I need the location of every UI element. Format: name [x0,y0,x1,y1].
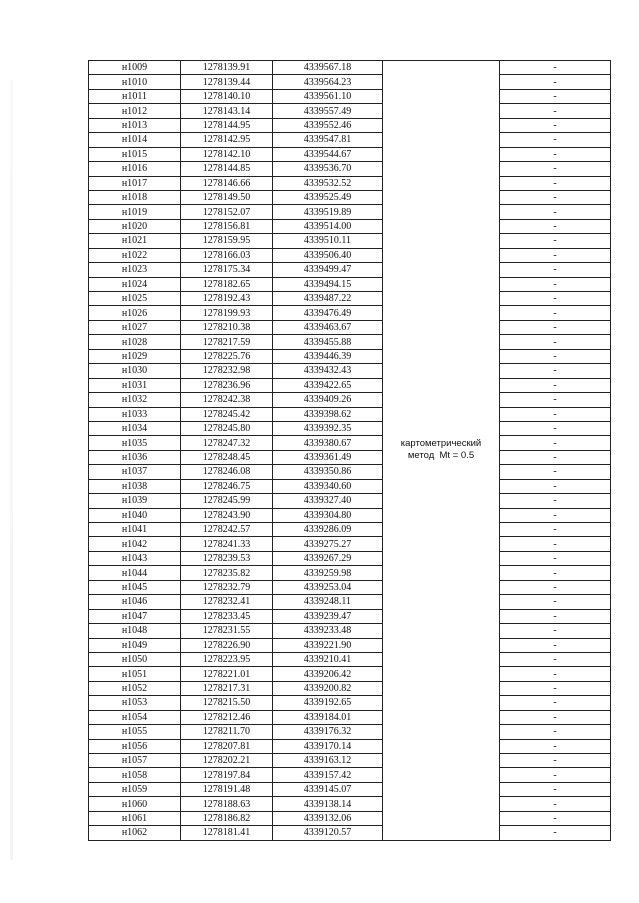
x-coordinate-cell: 1278186.82 [181,811,273,825]
point-id-cell: н1051 [89,667,181,681]
point-id-cell: н1058 [89,768,181,782]
x-coordinate-cell: 1278139.44 [181,75,273,89]
point-id-cell: н1047 [89,609,181,623]
x-coordinate-cell: 1278217.59 [181,335,273,349]
y-coordinate-cell: 4339145.07 [273,782,383,796]
table-row [89,696,611,710]
table-row [89,190,611,204]
table-row [89,162,611,176]
point-id-cell: н1037 [89,465,181,479]
point-id-cell: н1057 [89,754,181,768]
x-coordinate-cell: 1278235.82 [181,566,273,580]
error-cell: - [500,219,611,233]
x-coordinate-cell: 1278232.41 [181,595,273,609]
point-id-cell: н1030 [89,364,181,378]
error-cell: - [500,61,611,75]
table-row [89,739,611,753]
point-id-cell: н1018 [89,190,181,204]
error-cell: - [500,292,611,306]
x-coordinate-cell: 1278144.85 [181,162,273,176]
x-coordinate-cell: 1278248.45 [181,450,273,464]
error-cell: - [500,566,611,580]
error-cell: - [500,551,611,565]
error-cell: - [500,89,611,103]
table-row [89,609,611,623]
point-id-cell: н1059 [89,782,181,796]
table-row [89,263,611,277]
table-row [89,335,611,349]
error-cell: - [500,234,611,248]
error-cell: - [500,349,611,363]
x-coordinate-cell: 1278156.81 [181,219,273,233]
y-coordinate-cell: 4339304.80 [273,508,383,522]
point-id-cell: н1029 [89,349,181,363]
table-row [89,133,611,147]
error-cell: - [500,263,611,277]
x-coordinate-cell: 1278226.90 [181,638,273,652]
error-cell: - [500,147,611,161]
table-row [89,782,611,796]
error-cell: - [500,652,611,666]
error-cell: - [500,75,611,89]
x-coordinate-cell: 1278232.79 [181,580,273,594]
point-id-cell: н1023 [89,263,181,277]
x-coordinate-cell: 1278142.10 [181,147,273,161]
error-cell: - [500,436,611,450]
table-row [89,234,611,248]
point-id-cell: н1052 [89,681,181,695]
table-row [89,277,611,291]
error-cell: - [500,710,611,724]
table-row [89,205,611,219]
x-coordinate-cell: 1278197.84 [181,768,273,782]
y-coordinate-cell: 4339340.60 [273,479,383,493]
point-id-cell: н1049 [89,638,181,652]
point-id-cell: н1012 [89,104,181,118]
error-cell: - [500,162,611,176]
y-coordinate-cell: 4339506.40 [273,248,383,262]
error-cell: - [500,133,611,147]
table-row [89,393,611,407]
point-id-cell: н1044 [89,566,181,580]
y-coordinate-cell: 4339120.57 [273,826,383,840]
method-label-line2: метод Mt = 0.5 [407,450,475,462]
y-coordinate-cell: 4339350.86 [273,465,383,479]
x-coordinate-cell: 1278241.33 [181,537,273,551]
table-row [89,797,611,811]
point-id-cell: н1011 [89,89,181,103]
x-coordinate-cell: 1278245.42 [181,407,273,421]
y-coordinate-cell: 4339392.35 [273,421,383,435]
error-cell: - [500,407,611,421]
y-coordinate-cell: 4339422.65 [273,378,383,392]
table-row [89,118,611,132]
y-coordinate-cell: 4339510.11 [273,234,383,248]
method-label-line1: картометрический [400,438,482,450]
x-coordinate-cell: 1278233.45 [181,609,273,623]
y-coordinate-cell: 4339547.81 [273,133,383,147]
y-coordinate-cell: 4339239.47 [273,609,383,623]
point-id-cell: н1025 [89,292,181,306]
point-id-cell: н1022 [89,248,181,262]
table-row [89,378,611,392]
table-row [89,248,611,262]
y-coordinate-cell: 4339398.62 [273,407,383,421]
table-row [89,624,611,638]
y-coordinate-cell: 4339564.23 [273,75,383,89]
error-cell: - [500,248,611,262]
point-id-cell: н1031 [89,378,181,392]
table-row [89,494,611,508]
y-coordinate-cell: 4339519.89 [273,205,383,219]
error-cell: - [500,811,611,825]
point-id-cell: н1043 [89,551,181,565]
point-id-cell: н1061 [89,811,181,825]
error-cell: - [500,696,611,710]
x-coordinate-cell: 1278192.43 [181,292,273,306]
x-coordinate-cell: 1278152.07 [181,205,273,219]
x-coordinate-cell: 1278225.76 [181,349,273,363]
point-id-cell: н1015 [89,147,181,161]
x-coordinate-cell: 1278188.63 [181,797,273,811]
point-id-cell: н1017 [89,176,181,190]
error-cell: - [500,768,611,782]
x-coordinate-cell: 1278142.95 [181,133,273,147]
y-coordinate-cell: 4339567.18 [273,61,383,75]
table-row [89,147,611,161]
table-row [89,667,611,681]
y-coordinate-cell: 4339499.47 [273,263,383,277]
point-id-cell: н1040 [89,508,181,522]
x-coordinate-cell: 1278149.50 [181,190,273,204]
y-coordinate-cell: 4339487.22 [273,292,383,306]
error-cell: - [500,580,611,594]
table-row [89,479,611,493]
x-coordinate-cell: 1278223.95 [181,652,273,666]
table-row [89,320,611,334]
point-id-cell: н1021 [89,234,181,248]
y-coordinate-cell: 4339286.09 [273,523,383,537]
x-coordinate-cell: 1278139.91 [181,61,273,75]
y-coordinate-cell: 4339525.49 [273,190,383,204]
coordinates-table-body [89,61,611,841]
x-coordinate-cell: 1278202.21 [181,754,273,768]
x-coordinate-cell: 1278144.95 [181,118,273,132]
point-id-cell: н1060 [89,797,181,811]
error-cell: - [500,176,611,190]
table-row [89,292,611,306]
y-coordinate-cell: 4339248.11 [273,595,383,609]
error-cell: - [500,754,611,768]
x-coordinate-cell: 1278210.38 [181,320,273,334]
error-cell: - [500,335,611,349]
error-cell: - [500,624,611,638]
point-id-cell: н1062 [89,826,181,840]
error-cell: - [500,595,611,609]
error-cell: - [500,537,611,551]
point-id-cell: н1038 [89,479,181,493]
table-row [89,638,611,652]
point-id-cell: н1034 [89,421,181,435]
y-coordinate-cell: 4339163.12 [273,754,383,768]
x-coordinate-cell: 1278232.98 [181,364,273,378]
y-coordinate-cell: 4339170.14 [273,739,383,753]
y-coordinate-cell: 4339514.00 [273,219,383,233]
table-row [89,436,611,450]
point-id-cell: н1036 [89,450,181,464]
point-id-cell: н1024 [89,277,181,291]
point-id-cell: н1035 [89,436,181,450]
table-row [89,465,611,479]
point-id-cell: н1056 [89,739,181,753]
table-row [89,710,611,724]
point-id-cell: н1045 [89,580,181,594]
table-row [89,75,611,89]
x-coordinate-cell: 1278217.31 [181,681,273,695]
table-row [89,349,611,363]
error-cell: - [500,277,611,291]
point-id-cell: н1053 [89,696,181,710]
point-id-cell: н1009 [89,61,181,75]
table-row [89,450,611,464]
y-coordinate-cell: 4339494.15 [273,277,383,291]
error-cell: - [500,205,611,219]
point-id-cell: н1020 [89,219,181,233]
y-coordinate-cell: 4339446.39 [273,349,383,363]
error-cell: - [500,797,611,811]
x-coordinate-cell: 1278246.75 [181,479,273,493]
point-id-cell: н1033 [89,407,181,421]
y-coordinate-cell: 4339476.49 [273,306,383,320]
x-coordinate-cell: 1278212.46 [181,710,273,724]
table-row [89,652,611,666]
error-cell: - [500,479,611,493]
x-coordinate-cell: 1278242.57 [181,523,273,537]
x-coordinate-cell: 1278199.93 [181,306,273,320]
error-cell: - [500,782,611,796]
x-coordinate-cell: 1278207.81 [181,739,273,753]
x-coordinate-cell: 1278239.53 [181,551,273,565]
table-row [89,725,611,739]
error-cell: - [500,320,611,334]
x-coordinate-cell: 1278211.70 [181,725,273,739]
y-coordinate-cell: 4339455.88 [273,335,383,349]
y-coordinate-cell: 4339192.65 [273,696,383,710]
x-coordinate-cell: 1278246.08 [181,465,273,479]
x-coordinate-cell: 1278159.95 [181,234,273,248]
y-coordinate-cell: 4339267.29 [273,551,383,565]
y-coordinate-cell: 4339210.41 [273,652,383,666]
error-cell: - [500,378,611,392]
table-row [89,537,611,551]
y-coordinate-cell: 4339432.43 [273,364,383,378]
point-id-cell: н1048 [89,624,181,638]
y-coordinate-cell: 4339561.10 [273,89,383,103]
y-coordinate-cell: 4339132.06 [273,811,383,825]
y-coordinate-cell: 4339184.01 [273,710,383,724]
point-id-cell: н1016 [89,162,181,176]
point-id-cell: н1026 [89,306,181,320]
y-coordinate-cell: 4339138.14 [273,797,383,811]
x-coordinate-cell: 1278215.50 [181,696,273,710]
error-cell: - [500,739,611,753]
point-id-cell: н1013 [89,118,181,132]
y-coordinate-cell: 4339259.98 [273,566,383,580]
table-row [89,61,611,75]
y-coordinate-cell: 4339557.49 [273,104,383,118]
error-cell: - [500,450,611,464]
x-coordinate-cell: 1278245.99 [181,494,273,508]
table-row [89,176,611,190]
x-coordinate-cell: 1278175.34 [181,263,273,277]
table-row [89,407,611,421]
point-id-cell: н1042 [89,537,181,551]
error-cell: - [500,306,611,320]
x-coordinate-cell: 1278181.41 [181,826,273,840]
x-coordinate-cell: 1278243.90 [181,508,273,522]
x-coordinate-cell: 1278182.65 [181,277,273,291]
table-row [89,89,611,103]
x-coordinate-cell: 1278191.48 [181,782,273,796]
method-cell [383,61,500,841]
x-coordinate-cell: 1278140.10 [181,89,273,103]
error-cell: - [500,465,611,479]
x-coordinate-cell: 1278242.38 [181,393,273,407]
y-coordinate-cell: 4339327.40 [273,494,383,508]
error-cell: - [500,104,611,118]
x-coordinate-cell: 1278221.01 [181,667,273,681]
point-id-cell: н1041 [89,523,181,537]
table-row [89,595,611,609]
y-coordinate-cell: 4339536.70 [273,162,383,176]
y-coordinate-cell: 4339176.32 [273,725,383,739]
y-coordinate-cell: 4339409.26 [273,393,383,407]
error-cell: - [500,508,611,522]
table-row [89,754,611,768]
table-row [89,104,611,118]
y-coordinate-cell: 4339253.04 [273,580,383,594]
error-cell: - [500,190,611,204]
table-row [89,551,611,565]
x-coordinate-cell: 1278166.03 [181,248,273,262]
error-cell: - [500,725,611,739]
y-coordinate-cell: 4339200.82 [273,681,383,695]
y-coordinate-cell: 4339380.67 [273,436,383,450]
table-row [89,811,611,825]
point-id-cell: н1039 [89,494,181,508]
error-cell: - [500,393,611,407]
scan-margin-shadow [10,80,13,860]
error-cell: - [500,421,611,435]
error-cell: - [500,826,611,840]
table-row [89,681,611,695]
error-cell: - [500,364,611,378]
y-coordinate-cell: 4339463.67 [273,320,383,334]
table-row [89,306,611,320]
x-coordinate-cell: 1278245.80 [181,421,273,435]
y-coordinate-cell: 4339157.42 [273,768,383,782]
point-id-cell: н1054 [89,710,181,724]
table-row [89,523,611,537]
error-cell: - [500,118,611,132]
x-coordinate-cell: 1278143.14 [181,104,273,118]
x-coordinate-cell: 1278231.55 [181,624,273,638]
y-coordinate-cell: 4339544.67 [273,147,383,161]
point-id-cell: н1046 [89,595,181,609]
point-id-cell: н1010 [89,75,181,89]
point-id-cell: н1028 [89,335,181,349]
point-id-cell: н1050 [89,652,181,666]
point-id-cell: н1055 [89,725,181,739]
table-row [89,768,611,782]
table-row [89,508,611,522]
point-id-cell: н1019 [89,205,181,219]
table-row [89,580,611,594]
table-row [89,826,611,840]
x-coordinate-cell: 1278247.32 [181,436,273,450]
y-coordinate-cell: 4339552.46 [273,118,383,132]
y-coordinate-cell: 4339206.42 [273,667,383,681]
y-coordinate-cell: 4339233.48 [273,624,383,638]
error-cell: - [500,638,611,652]
table-row [89,219,611,233]
point-id-cell: н1014 [89,133,181,147]
y-coordinate-cell: 4339361.49 [273,450,383,464]
point-id-cell: н1032 [89,393,181,407]
y-coordinate-cell: 4339275.27 [273,537,383,551]
x-coordinate-cell: 1278146.66 [181,176,273,190]
error-cell: - [500,494,611,508]
x-coordinate-cell: 1278236.96 [181,378,273,392]
table-row [89,421,611,435]
table-row [89,566,611,580]
coordinates-table [88,60,611,841]
error-cell: - [500,667,611,681]
table-row [89,364,611,378]
y-coordinate-cell: 4339221.90 [273,638,383,652]
point-id-cell: н1027 [89,320,181,334]
error-cell: - [500,681,611,695]
error-cell: - [500,523,611,537]
y-coordinate-cell: 4339532.52 [273,176,383,190]
error-cell: - [500,609,611,623]
